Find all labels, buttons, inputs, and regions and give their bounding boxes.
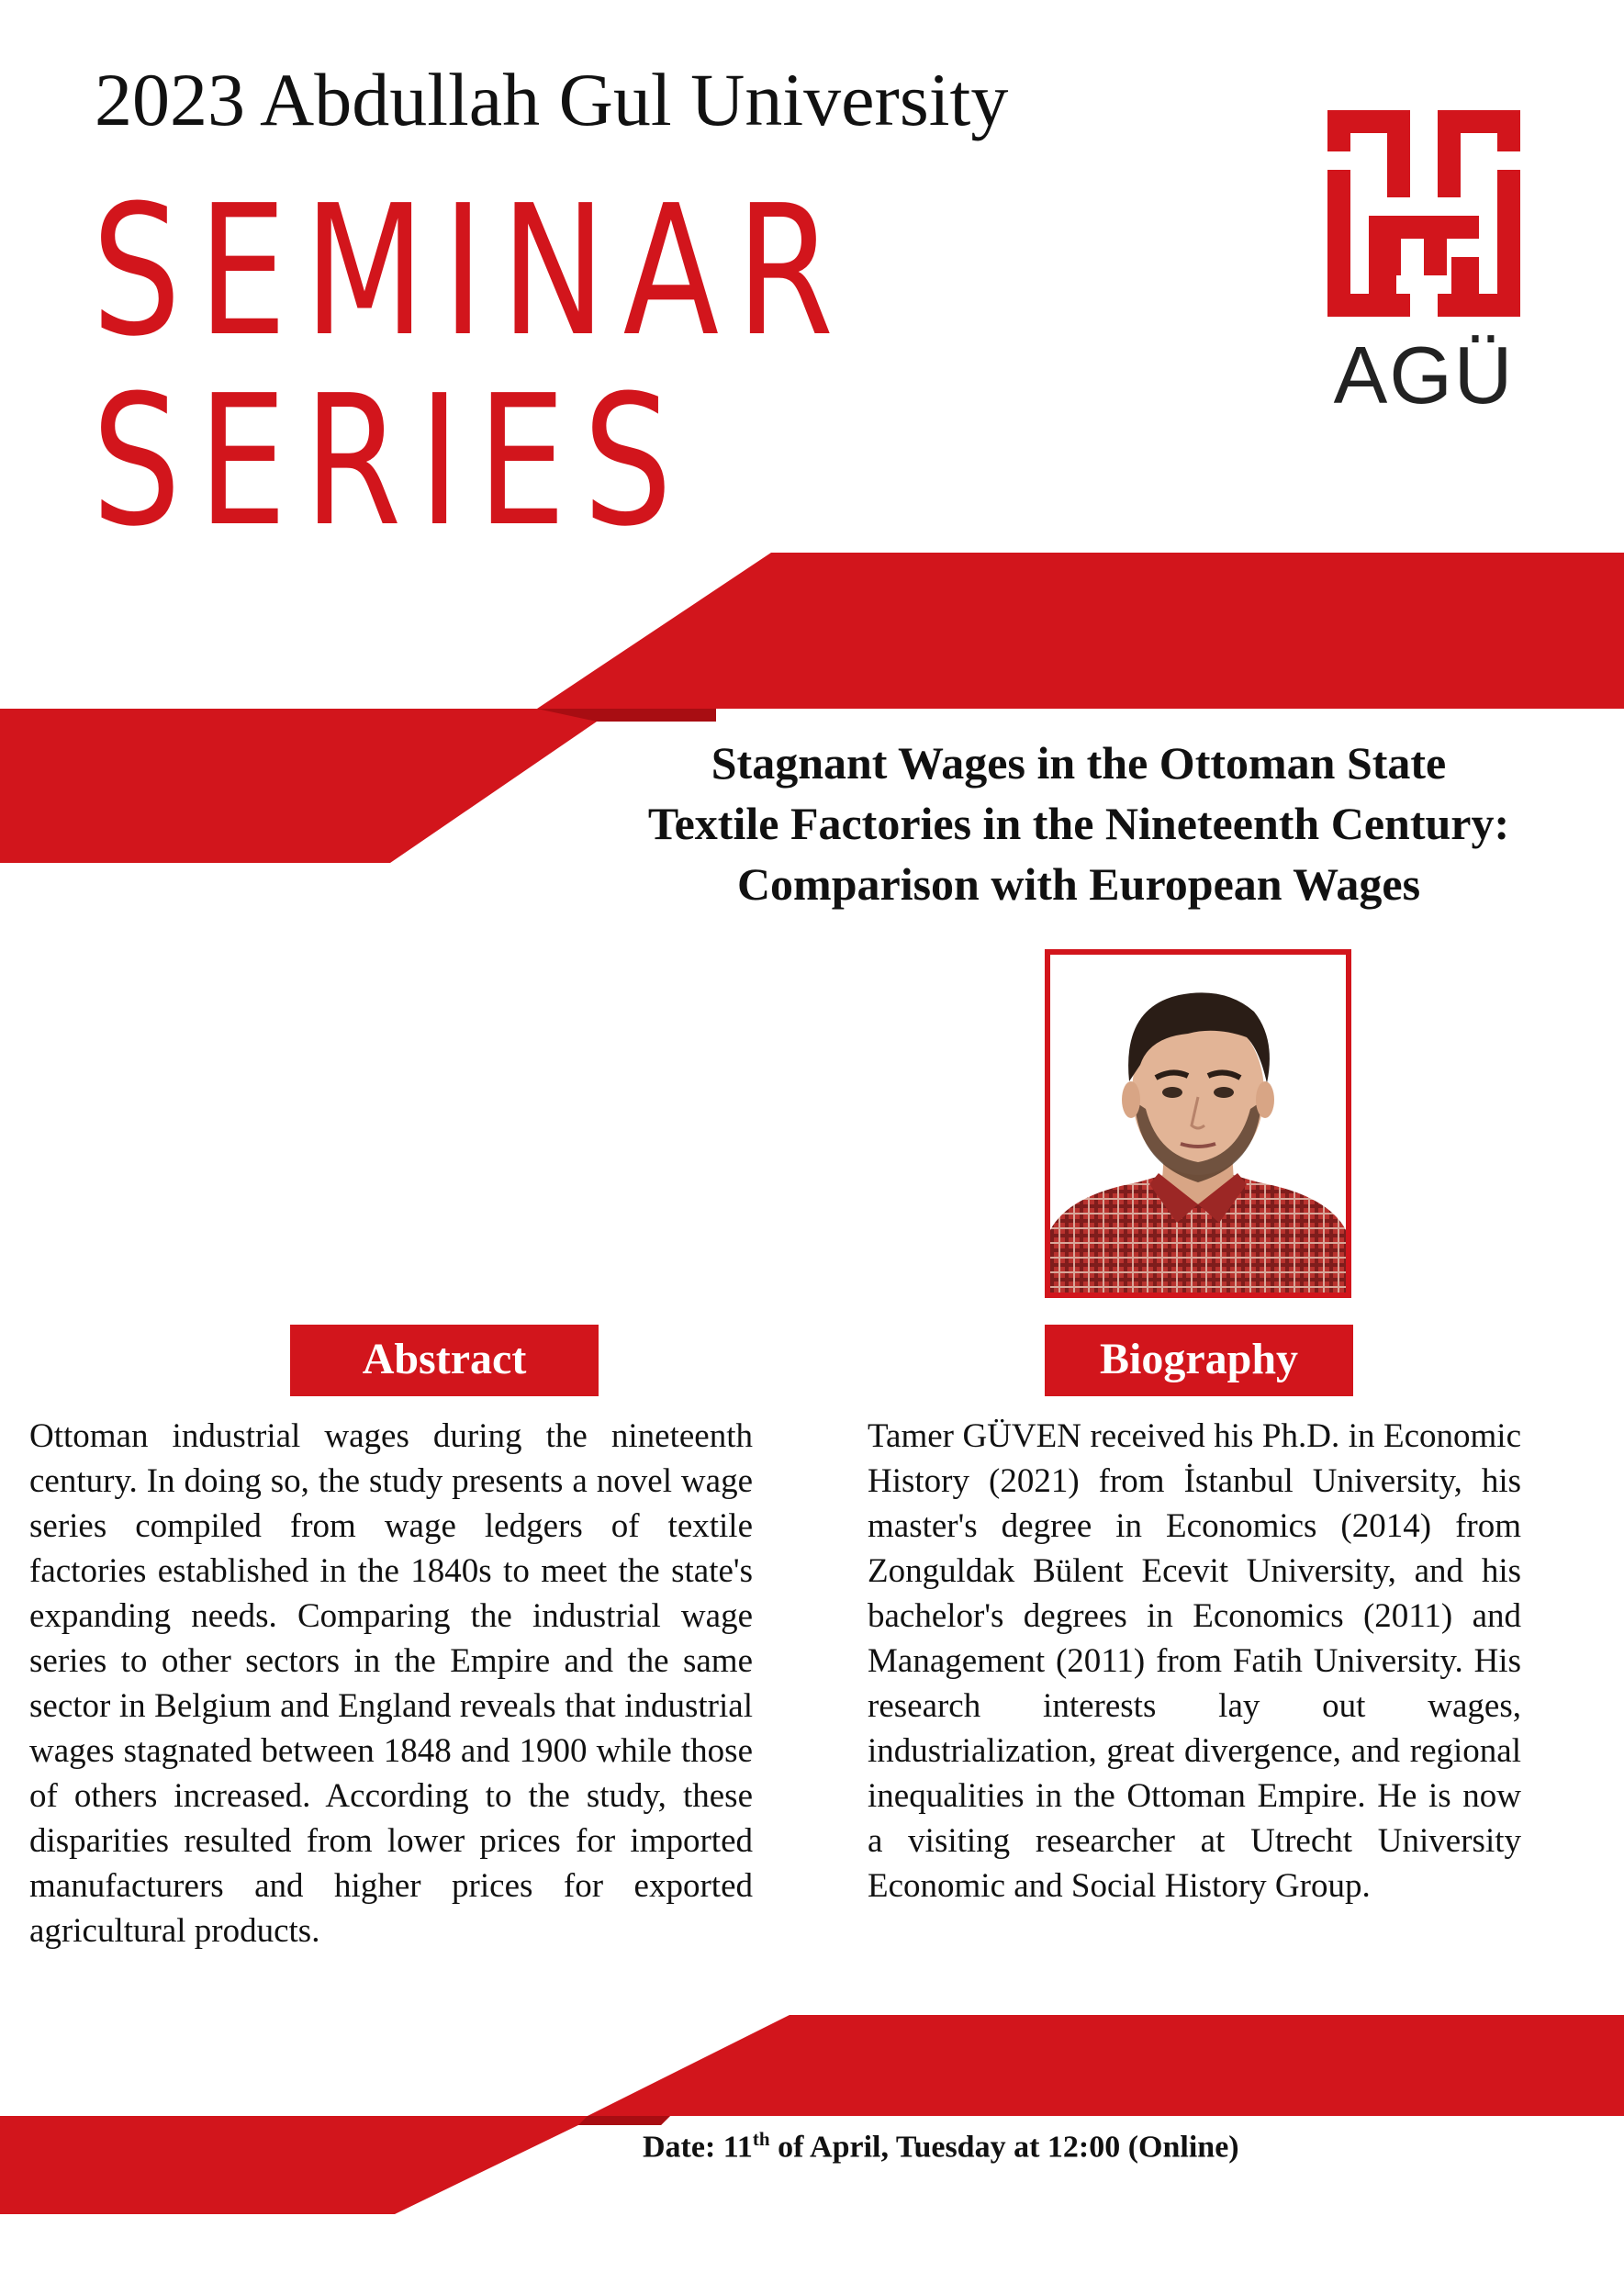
lower-band-right [588, 2015, 1624, 2116]
talk-title-line: Textile Factories in the Nineteenth Century: [647, 798, 1510, 849]
speaker-portrait-icon [1050, 955, 1346, 1293]
abstract-heading: Abstract [290, 1325, 599, 1396]
agu-logo-icon [1327, 110, 1520, 317]
talk-title [569, 733, 1588, 914]
lower-band-left [0, 2116, 670, 2214]
biography-heading: Biography [1045, 1325, 1353, 1396]
talk-title-line: Comparison with European Wages [736, 858, 1421, 910]
university-title: 2023 Abdullah Gul University [95, 58, 1009, 141]
series-heading: SERIES [92, 357, 689, 566]
abstract-text: Ottoman industrial wages during the nineteenth century. In doing so, the study presents a novel wage series compiled from wage ledgers of textile factories established in the 1840s to meet the state's expanding needs. Comparing the industrial wage series to other sectors in the Empire and the same sector in Belgium and England reveals that industrial wages stagnated between 1848 and 1900 while those of others increased. According to the study, these disparities resulted from lower prices for imported manufacturers and higher prices for exported agricultural products. [29, 1417, 753, 1950]
speaker-photo-frame [1045, 949, 1351, 1298]
upper-band-right [537, 553, 1624, 709]
agu-logo-text: AGÜ [1333, 330, 1515, 420]
event-date-prefix: Date: 11 [643, 2130, 753, 2165]
event-date-info [643, 2128, 1239, 2165]
seminar-heading: SEMINAR [92, 167, 851, 376]
biography-text: Tamer GÜVEN received his Ph.D. in Economic History (2021) from İstanbul University, his master's degree in Economics (2014) from Zonguldak Bülent Ecevit University, and his bachelor's degrees in Economics (2011) and Management (2011) from Fatih University. His research interests lay out wages, industrialization, great divergence, and regional inequalities in the Ottoman Empire. He is now a visiting researcher at Utrecht University Economic and Social History Group. [868, 1417, 1521, 1905]
event-date-suffix: th [752, 2128, 770, 2150]
talk-title-line: Stagnant Wages in the Ottoman State [711, 737, 1447, 789]
event-date-rest: of April, Tuesday at 12:00 (Online) [769, 2130, 1239, 2165]
lower-band-shade [578, 2116, 670, 2125]
